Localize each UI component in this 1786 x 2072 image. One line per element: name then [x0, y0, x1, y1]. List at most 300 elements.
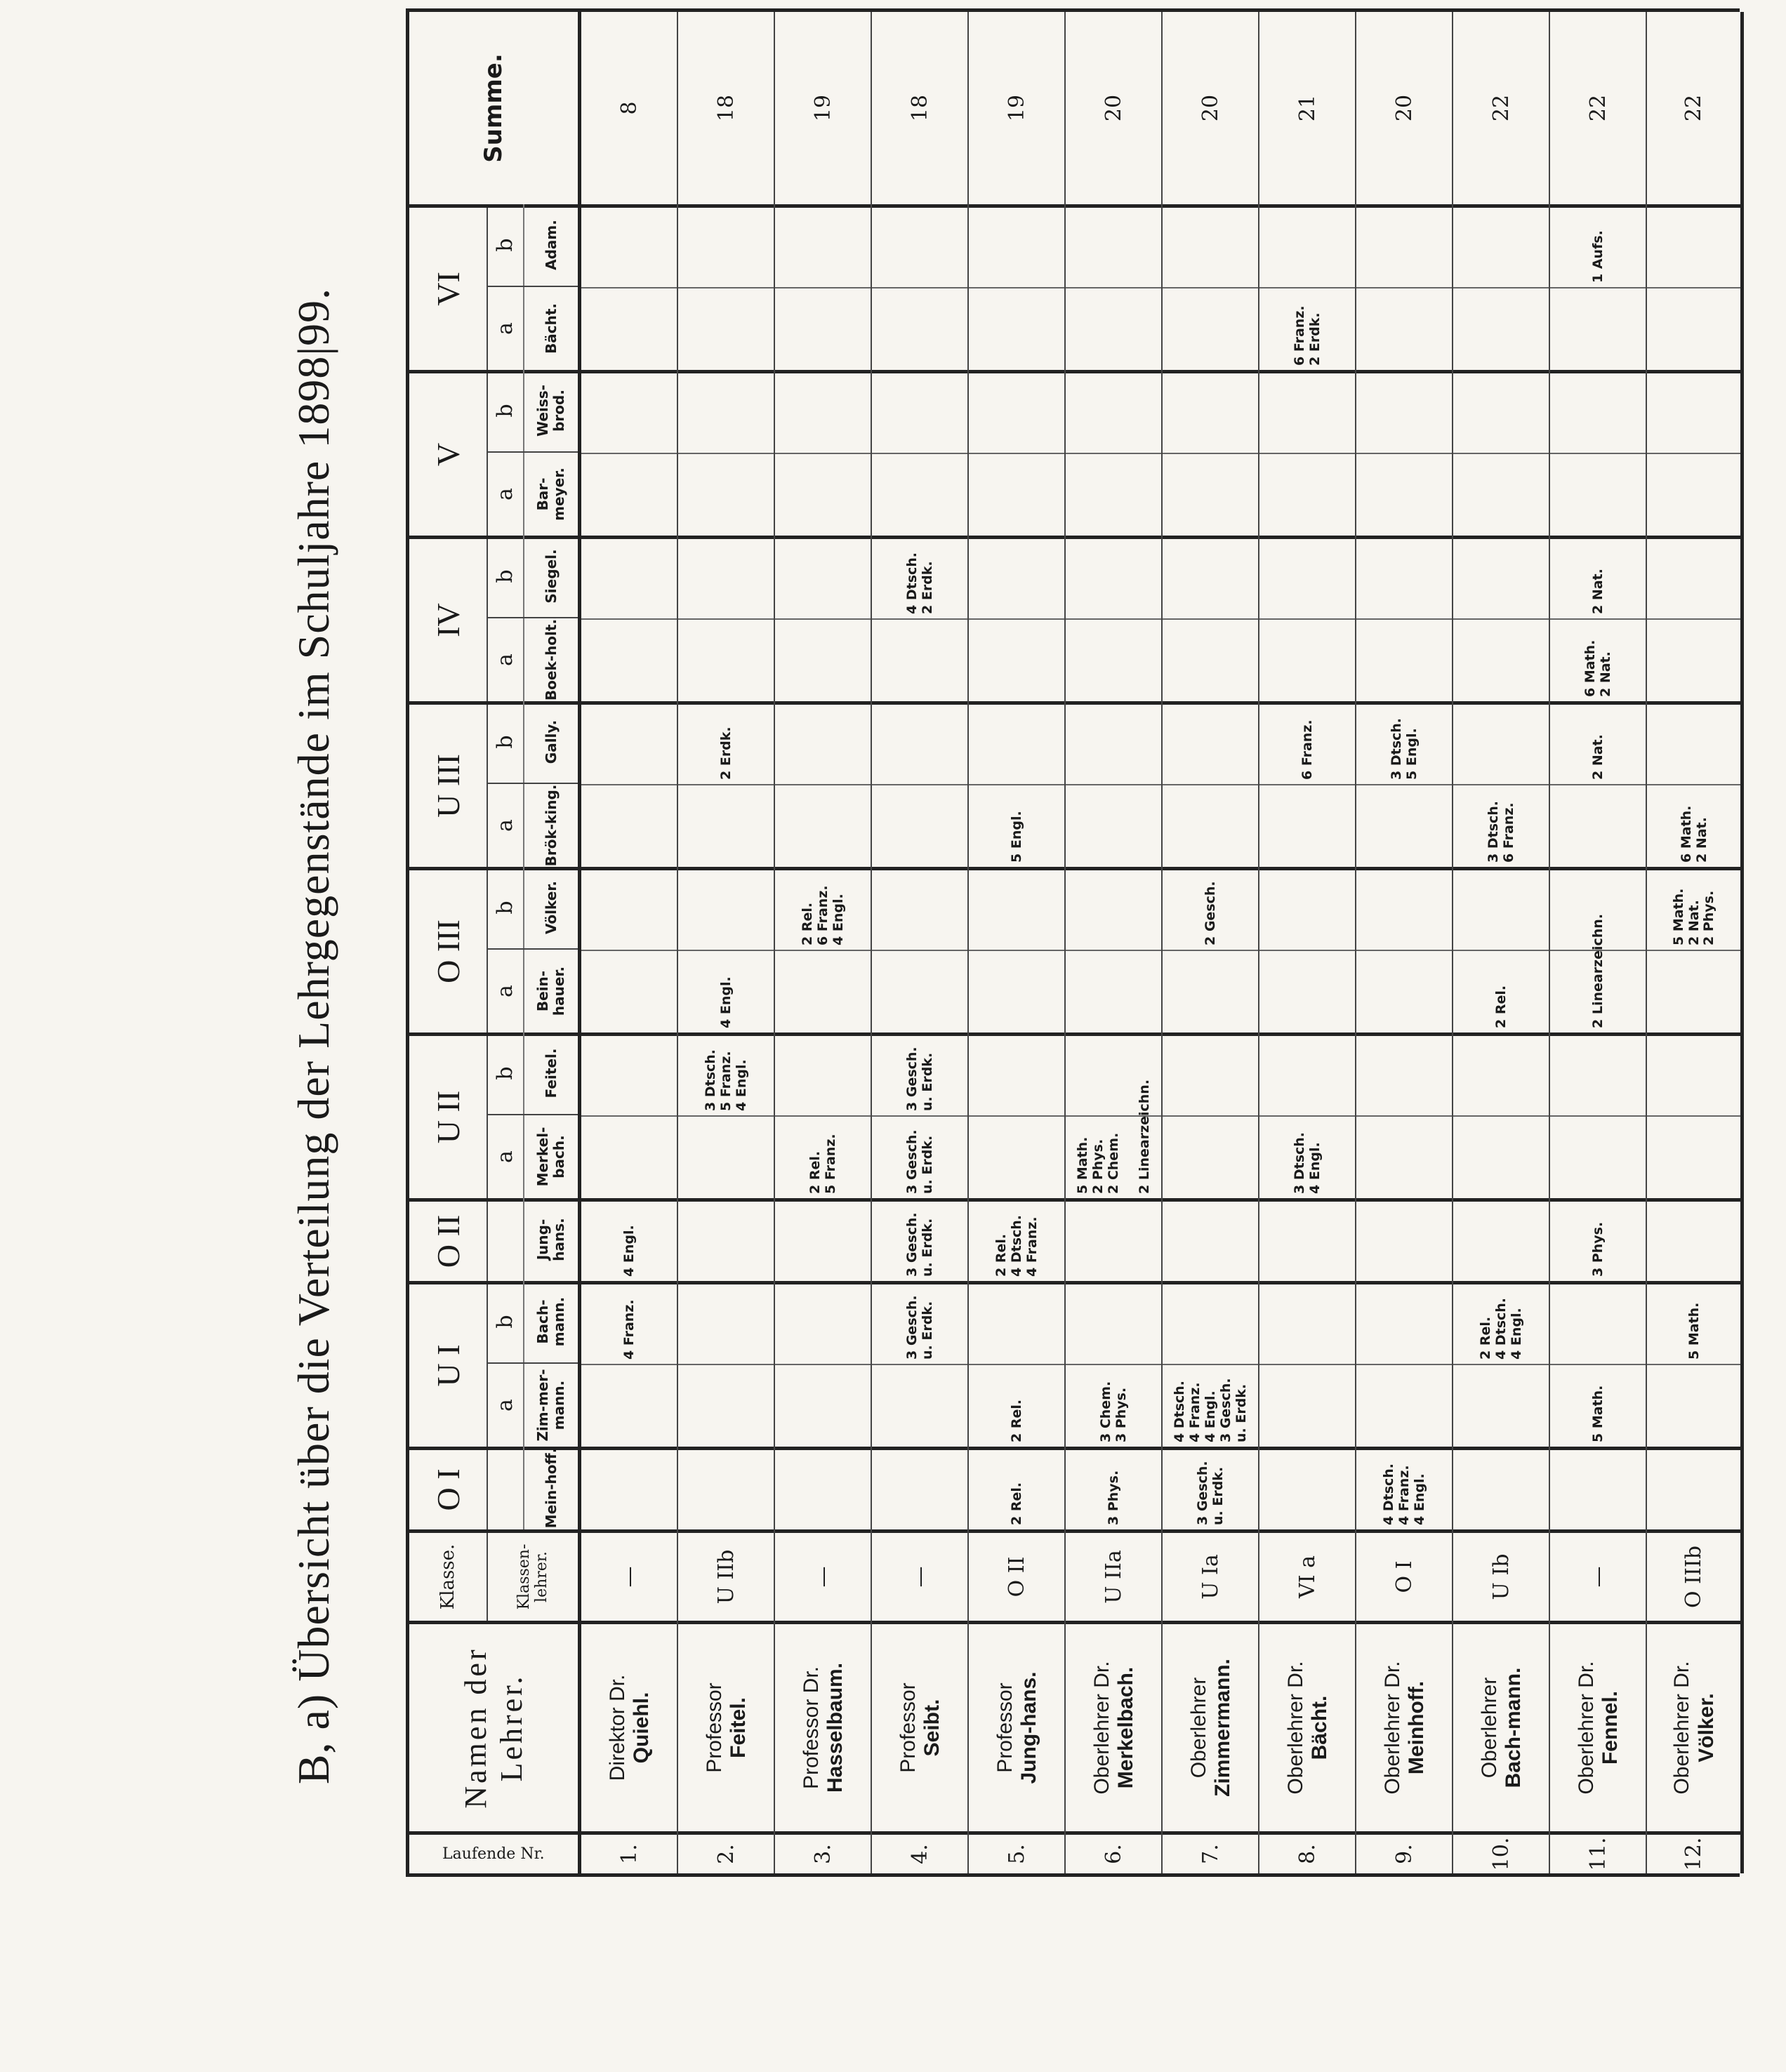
subject-hours-cell	[678, 1115, 774, 1198]
subclass-letter: b	[487, 370, 524, 451]
teacher-name: Fennel.	[1599, 1691, 1622, 1765]
subject-hours-text: 2 Rel. 6 Franz. 4 Engl.	[800, 885, 846, 945]
subject-hours-cell	[1163, 1364, 1258, 1447]
subclass-teacher: Mein-hoff.	[542, 1447, 560, 1529]
subject-hours-cell	[581, 618, 677, 701]
header-subclass	[487, 204, 578, 287]
row-number: 7.	[1163, 1831, 1258, 1873]
subject-hours-cell	[775, 784, 871, 867]
header-subclass	[487, 453, 578, 536]
subclass-teacher: Adam.	[542, 220, 560, 270]
subject-hours-cell	[1356, 536, 1452, 618]
subject-hours-cell	[581, 453, 677, 536]
subject-hours-cell	[775, 370, 871, 453]
subject-hours-cell	[969, 370, 1064, 453]
subject-hours-cell	[1550, 701, 1646, 784]
subject-hours-cell	[581, 1281, 677, 1364]
row-sum: 22	[1488, 94, 1514, 122]
header-subclass	[487, 784, 578, 867]
table-row	[872, 12, 969, 1873]
subject-hours-text: 5 Math. 2 Nat. 2 Phys.	[1670, 888, 1717, 945]
subject-hours-cell	[775, 453, 871, 536]
class-assignment: —	[581, 1529, 677, 1621]
header-subclass	[487, 1115, 578, 1198]
subject-hours-text: 3 Gesch. u. Erdk.	[904, 1212, 935, 1277]
subject-hours-text: 3 Phys.	[1106, 1470, 1122, 1525]
header-subclass	[487, 536, 578, 618]
header-class	[409, 1529, 578, 1621]
header-group-uii	[409, 1032, 578, 1198]
header-sum: Summe.	[479, 53, 508, 163]
subject-hours-cell	[1453, 1447, 1549, 1529]
subject-hours-cell	[872, 370, 967, 453]
subject-hours-text: 2 Rel. 4 Dtsch. 4 Franz.	[993, 1214, 1040, 1277]
subject-hours-cell	[678, 618, 774, 701]
subject-hours-cell	[1066, 1079, 1161, 1198]
subclass-teacher: Bach-mann.	[534, 1296, 567, 1347]
teacher-name-cell	[1550, 1621, 1646, 1831]
subject-hours-cell	[1550, 1115, 1646, 1198]
subject-hours-cell	[1453, 1198, 1549, 1281]
subject-hours-cell	[1550, 370, 1646, 453]
subject-hours-text: 5 Math.	[1686, 1302, 1702, 1360]
subclass-teacher: Bar-meyer.	[534, 467, 567, 521]
subject-hours-cell	[1259, 370, 1355, 453]
header-group-label: IV	[409, 539, 488, 701]
subject-hours-text: 3 Gesch. u. Erdk.	[1195, 1461, 1226, 1525]
subject-hours-cell	[678, 287, 774, 370]
header-nr: Laufende Nr.	[409, 1831, 578, 1873]
teacher-name-cell	[1356, 1621, 1452, 1831]
header-subclass	[487, 1364, 578, 1447]
table-row	[1163, 12, 1259, 1873]
subject-hours-cell	[872, 536, 967, 618]
subject-hours-cell	[678, 1281, 774, 1364]
subject-hours-text: 3 Gesch. u. Erdk.	[904, 1047, 935, 1111]
subject-hours-cell	[1066, 1364, 1161, 1447]
row-number: 8.	[1259, 1831, 1355, 1873]
subject-hours-cell	[1259, 784, 1355, 867]
subject-hours-cell	[1453, 1364, 1549, 1447]
header-group-v	[409, 370, 578, 536]
subject-hours-cell	[1163, 618, 1258, 701]
teacher-distribution-table	[406, 8, 1740, 1877]
row-number: 10.	[1453, 1831, 1549, 1873]
subject-hours-cell	[969, 1364, 1064, 1447]
subject-hours-text: 4 Dtsch. 4 Franz. 4 Engl. 3 Gesch. u. Erdk.	[1172, 1378, 1249, 1442]
class-assignment: O II	[969, 1529, 1064, 1621]
row-sum: 21	[1295, 94, 1320, 122]
header-group-ui	[409, 1281, 578, 1447]
row-sum: 18	[907, 94, 932, 122]
header-group-label: O II	[409, 1202, 488, 1281]
subject-hours-cell	[581, 701, 677, 784]
subject-hours-cell	[1453, 950, 1549, 1032]
subject-hours-text: 2 Rel.	[1009, 1399, 1025, 1442]
subclass-teacher: Siegel.	[542, 549, 560, 604]
teacher-name: Völker.	[1694, 1693, 1718, 1762]
subject-hours-cell	[1647, 784, 1740, 867]
class-assignment: U IIa	[1066, 1529, 1161, 1621]
subject-hours-cell	[872, 453, 967, 536]
subject-hours-cell	[969, 453, 1064, 536]
subclass-letter: b	[487, 1281, 524, 1362]
subject-hours-cell	[1066, 453, 1161, 536]
subclass-letter: b	[487, 867, 524, 948]
subject-hours-text: 2 Gesch.	[1203, 881, 1219, 945]
subject-hours-cell	[1647, 453, 1740, 536]
subject-hours-cell	[872, 1447, 967, 1529]
table-row	[1066, 12, 1163, 1873]
header-group-oii	[409, 1198, 578, 1281]
row-number: 2.	[678, 1831, 774, 1873]
row-number: 9.	[1356, 1831, 1452, 1873]
teacher-title: Oberlehrer Dr.	[1574, 1661, 1598, 1795]
subject-hours-cell	[1163, 867, 1258, 950]
class-assignment: —	[775, 1529, 871, 1621]
header-class-label: Klasse.	[409, 1533, 488, 1621]
subject-hours-cell	[1163, 204, 1258, 287]
subject-hours-cell	[1066, 950, 1161, 1032]
row-number: 12.	[1647, 1831, 1740, 1873]
subject-hours-cell	[1163, 950, 1258, 1032]
subject-hours-cell	[1066, 287, 1161, 370]
subject-hours-cell	[1647, 701, 1740, 784]
header-group-label: U III	[409, 705, 488, 867]
row-sum: 8	[616, 101, 642, 115]
subject-hours-cell	[1259, 1281, 1355, 1364]
subject-hours-cell	[872, 701, 967, 784]
subject-hours-cell	[1647, 1032, 1740, 1115]
header-group-label: U II	[409, 1036, 488, 1198]
subject-hours-cell	[1647, 370, 1740, 453]
subject-hours-text: 3 Gesch. u. Erdk.	[904, 1129, 935, 1194]
subclass-letter: a	[487, 784, 524, 867]
teacher-name-cell	[1453, 1621, 1549, 1831]
subject-hours-cell	[1259, 867, 1355, 950]
teacher-name: Bächt.	[1308, 1695, 1331, 1760]
subject-hours-cell	[678, 1198, 774, 1281]
subject-hours-cell	[872, 618, 967, 701]
subject-hours-text: 4 Engl.	[621, 1225, 637, 1277]
teacher-name-cell	[1163, 1621, 1258, 1831]
teacher-name-cell	[678, 1621, 774, 1831]
subject-hours-text: 2 Nat.	[1590, 569, 1606, 614]
page-title: B, a) Übersicht über die Verteilung der Lehrgegenstände im Schuljahre 1898|99.	[289, 287, 338, 1785]
subject-hours-cell	[775, 287, 871, 370]
subject-hours-cell	[775, 1364, 871, 1447]
table-row	[1356, 12, 1453, 1873]
subject-hours-text: 2 Erdk.	[718, 726, 734, 780]
subject-hours-cell	[581, 867, 677, 950]
table-row	[1259, 12, 1356, 1873]
teacher-name: Bach-mann.	[1502, 1667, 1525, 1788]
subject-hours-cell	[872, 287, 967, 370]
subject-hours-cell	[775, 1281, 871, 1364]
subject-hours-text: 4 Franz.	[621, 1299, 637, 1360]
subject-hours-cell	[1453, 204, 1549, 287]
row-number: 5.	[969, 1831, 1064, 1873]
subclass-teacher: Brök-king.	[542, 784, 560, 867]
table-row	[969, 12, 1066, 1873]
subject-hours-cell	[1356, 950, 1452, 1032]
subject-hours-cell	[969, 536, 1064, 618]
subject-hours-cell	[581, 1364, 677, 1447]
subject-hours-cell	[1259, 1032, 1355, 1115]
teacher-title: Professor	[896, 1682, 920, 1773]
subject-hours-cell	[969, 950, 1064, 1032]
teacher-title: Professor	[993, 1682, 1017, 1773]
subclass-letter: a	[487, 1364, 524, 1447]
subject-hours-cell	[969, 1198, 1064, 1281]
subject-hours-cell	[1550, 1364, 1646, 1447]
subject-hours-cell	[1259, 1198, 1355, 1281]
row-sum: 20	[1198, 94, 1223, 122]
subject-hours-cell	[1259, 701, 1355, 784]
subject-hours-cell	[678, 1032, 774, 1115]
subject-hours-text: 3 Phys.	[1590, 1221, 1606, 1277]
subject-hours-cell	[678, 867, 774, 950]
subject-hours-cell	[1550, 618, 1646, 701]
subject-hours-cell	[775, 1447, 871, 1529]
subject-hours-cell	[1356, 287, 1452, 370]
teacher-title: Oberlehrer	[1477, 1677, 1501, 1779]
subject-hours-cell	[678, 701, 774, 784]
row-number: 1.	[581, 1831, 677, 1873]
header-group-label: VI	[409, 208, 488, 370]
subject-hours-cell	[1647, 1447, 1740, 1529]
subject-hours-cell	[775, 1032, 871, 1115]
subject-hours-cell	[775, 950, 871, 1032]
header-subclass	[487, 287, 578, 370]
row-sum: 22	[1585, 94, 1610, 122]
subject-hours-cell	[581, 1115, 677, 1198]
subclass-letter: b	[487, 1032, 524, 1114]
table-row	[678, 12, 775, 1873]
subclass-teacher: Boek-holt.	[542, 618, 560, 701]
subject-hours-cell	[969, 1032, 1064, 1115]
subject-hours-cell	[1066, 370, 1161, 453]
header-group-label: O III	[409, 870, 488, 1032]
subject-hours-text: 6 Franz. 2 Erdk.	[1292, 305, 1323, 366]
subclass-letter: b	[487, 204, 524, 286]
subject-hours-cell	[969, 701, 1064, 784]
subject-hours-cell	[1356, 701, 1452, 784]
subject-hours-cell	[872, 1281, 967, 1364]
teacher-name-cell	[1259, 1621, 1355, 1831]
subject-hours-cell	[581, 1032, 677, 1115]
subject-hours-cell	[1453, 453, 1549, 536]
subject-hours-cell	[775, 204, 871, 287]
subject-hours-cell	[1356, 1281, 1452, 1364]
subject-hours-cell	[1163, 1115, 1258, 1198]
subject-hours-cell	[1163, 370, 1258, 453]
subclass-letter: a	[487, 453, 524, 536]
subject-hours-cell	[678, 1447, 774, 1529]
subject-hours-cell	[1356, 370, 1452, 453]
teacher-name-cell	[1647, 1621, 1740, 1831]
subject-hours-cell	[1647, 867, 1740, 950]
subclass-letter: a	[487, 287, 524, 370]
subject-hours-cell	[1356, 204, 1452, 287]
subject-hours-text: 3 Dtsch. 4 Engl.	[1292, 1131, 1323, 1194]
subject-hours-cell	[1259, 204, 1355, 287]
subject-hours-text: 2 Rel.	[1009, 1482, 1025, 1525]
subject-hours-text: 1 Aufs.	[1590, 230, 1606, 283]
header-group-uiii	[409, 701, 578, 867]
subject-hours-cell	[1550, 867, 1646, 950]
subject-hours-cell	[775, 1198, 871, 1281]
subject-hours-cell	[1066, 1447, 1161, 1529]
subject-hours-cell	[1647, 618, 1740, 701]
class-assignment: —	[1550, 1529, 1646, 1621]
subclass-teacher: Gally.	[542, 719, 560, 764]
subject-hours-cell	[1356, 867, 1452, 950]
subject-hours-cell	[1647, 1198, 1740, 1281]
subject-hours-cell	[872, 1115, 967, 1198]
table-header	[409, 12, 581, 1873]
subject-hours-cell	[1647, 1115, 1740, 1198]
class-assignment: VI a	[1259, 1529, 1355, 1621]
subject-hours-cell	[969, 867, 1064, 950]
teacher-name-cell	[1066, 1621, 1161, 1831]
row-sum: 20	[1391, 94, 1417, 122]
table-row	[775, 12, 872, 1873]
teacher-title: Professor	[702, 1682, 726, 1773]
subject-hours-cell	[1259, 1115, 1355, 1198]
row-sum: 22	[1681, 94, 1707, 122]
subject-hours-cell	[1066, 701, 1161, 784]
row-number: 3.	[775, 1831, 871, 1873]
header-group-label: V	[409, 373, 488, 536]
row-number: 4.	[872, 1831, 967, 1873]
subject-hours-cell	[581, 784, 677, 867]
subject-hours-cell	[1163, 1032, 1258, 1115]
teacher-name-cell	[872, 1621, 967, 1831]
subject-hours-cell	[969, 784, 1064, 867]
subject-hours-text: 3 Gesch. u. Erdk.	[904, 1295, 935, 1360]
subject-hours-cell	[1550, 784, 1646, 867]
header-subclass	[487, 701, 578, 784]
row-number: 6.	[1066, 1831, 1161, 1873]
teacher-title: Direktor Dr.	[605, 1674, 629, 1781]
subject-hours-cell	[1163, 701, 1258, 784]
subject-hours-cell	[872, 950, 967, 1032]
teacher-name-cell	[581, 1621, 677, 1831]
subject-hours-cell	[1453, 1115, 1549, 1198]
header-group-vi	[409, 204, 578, 370]
subject-hours-cell	[1066, 867, 1161, 950]
subject-hours-text: 3 Dtsch. 5 Engl.	[1389, 717, 1420, 780]
subject-hours-cell	[1550, 287, 1646, 370]
subject-hours-cell	[872, 784, 967, 867]
subject-hours-cell	[1550, 536, 1646, 618]
subject-hours-cell	[1550, 913, 1646, 1032]
class-assignment: U Ia	[1163, 1529, 1258, 1621]
row-sum: 19	[810, 94, 835, 122]
subject-hours-cell	[1259, 453, 1355, 536]
subject-hours-cell	[872, 1032, 967, 1115]
teacher-name: Feitel.	[727, 1697, 750, 1758]
table-row	[1550, 12, 1647, 1873]
teacher-name-cell	[969, 1621, 1064, 1831]
subject-hours-cell	[775, 536, 871, 618]
subject-hours-cell	[1550, 1281, 1646, 1364]
subject-hours-cell	[1066, 1198, 1161, 1281]
subject-hours-cell	[1550, 1032, 1646, 1115]
teacher-title: Oberlehrer Dr.	[1090, 1661, 1113, 1795]
subject-hours-cell	[1066, 204, 1161, 287]
header-subclass	[487, 867, 578, 950]
teacher-title: Oberlehrer Dr.	[1380, 1661, 1404, 1795]
row-number: 11.	[1550, 1831, 1646, 1873]
subject-hours-cell	[1550, 1198, 1646, 1281]
subject-hours-cell	[1453, 701, 1549, 784]
teacher-name: Seibt.	[920, 1699, 944, 1757]
teacher-name: Quiehl.	[630, 1692, 653, 1764]
teacher-name: Zimmermann.	[1211, 1659, 1234, 1797]
subject-hours-text: 6 Math. 2 Nat.	[1582, 639, 1613, 697]
teacher-title: Oberlehrer Dr.	[1283, 1661, 1307, 1795]
subject-hours-cell	[678, 370, 774, 453]
subject-hours-cell	[581, 370, 677, 453]
header-subclass	[487, 1198, 578, 1281]
subject-hours-cell	[1163, 1281, 1258, 1364]
subject-hours-cell	[969, 1281, 1064, 1364]
table-row	[581, 12, 678, 1873]
subclass-teacher: Weiss-brod.	[534, 385, 567, 437]
teacher-name: Meinhoff.	[1405, 1680, 1428, 1775]
header-group-oi	[409, 1447, 578, 1529]
subject-hours-cell	[1163, 287, 1258, 370]
class-assignment: —	[872, 1529, 967, 1621]
subclass-teacher: Merkel-bach.	[534, 1127, 567, 1187]
subject-hours-text: 5 Math. 2 Phys. 2 Chem. 2 Linearzeichn.	[1075, 1079, 1152, 1194]
subject-hours-cell	[969, 1447, 1064, 1529]
subject-hours-cell	[872, 867, 967, 950]
subject-hours-cell	[1259, 1447, 1355, 1529]
subject-hours-cell	[1356, 1115, 1452, 1198]
subject-hours-cell	[1259, 618, 1355, 701]
teacher-name: Jung-hans.	[1017, 1671, 1040, 1784]
header-subclass	[487, 1447, 578, 1529]
teacher-name: Hasselbaum.	[823, 1662, 847, 1793]
subject-hours-cell	[1453, 618, 1549, 701]
header-subclass	[487, 618, 578, 701]
subject-hours-cell	[1453, 784, 1549, 867]
subclass-letter	[487, 1447, 524, 1529]
subject-hours-text: 3 Dtsch. 5 Franz. 4 Engl.	[703, 1049, 749, 1111]
subject-hours-cell	[872, 1364, 967, 1447]
subject-hours-cell	[1453, 1032, 1549, 1115]
class-assignment: U IIb	[678, 1529, 774, 1621]
subject-hours-cell	[1356, 1364, 1452, 1447]
subject-hours-cell	[1647, 287, 1740, 370]
subject-hours-cell	[1259, 950, 1355, 1032]
subject-hours-cell	[678, 453, 774, 536]
teacher-title: Professor Dr.	[799, 1666, 823, 1790]
subject-hours-text: 3 Dtsch. 6 Franz.	[1486, 800, 1516, 863]
subject-hours-cell	[775, 618, 871, 701]
subject-hours-cell	[1550, 453, 1646, 536]
subject-hours-cell	[1453, 370, 1549, 453]
subject-hours-text: 3 Chem. 3 Phys.	[1098, 1381, 1129, 1442]
subject-hours-cell	[1647, 204, 1740, 287]
subject-hours-cell	[1066, 1032, 1161, 1115]
teacher-name-cell	[775, 1621, 871, 1831]
header-class-teacher-label: Klassen-lehrer.	[515, 1543, 550, 1610]
class-assignment: O I	[1356, 1529, 1452, 1621]
